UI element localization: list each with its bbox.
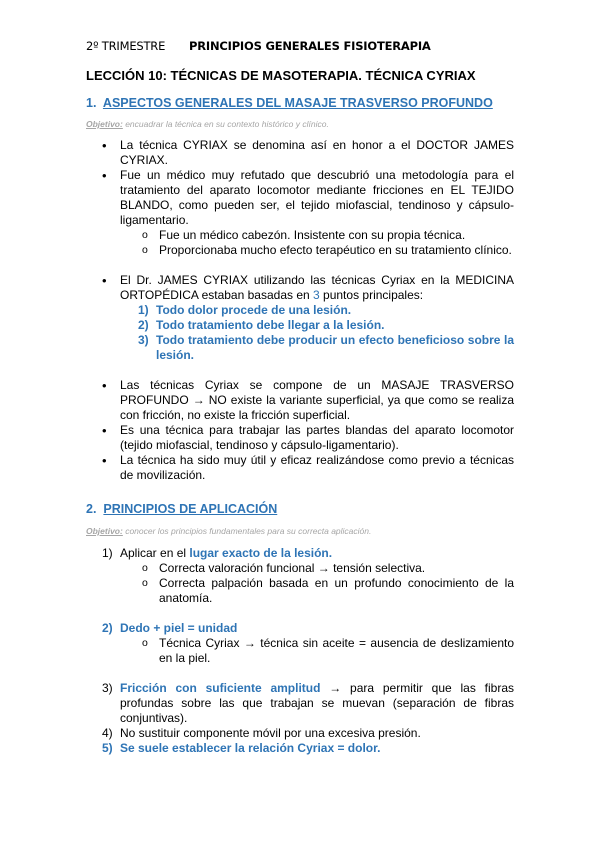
bullet-soft-tissue: • Es una técnica para trabajar las partes blandas del aparato locomotor (tejido miofascial, tendinoso y cápsulo-ligamentario). xyxy=(86,423,514,453)
application-item-1 xyxy=(86,546,514,561)
bullet3-text-b: puntos principales: xyxy=(319,288,424,302)
item4-text: No sustituir componente móvil por una excesiva presión. xyxy=(120,726,421,740)
principle-2-number: 2) xyxy=(138,318,149,332)
section1-objective xyxy=(86,119,329,129)
sub-bullet-effect: o Proporcionaba mucho efecto terapéutico en su tratamiento clínico. xyxy=(86,243,514,258)
bullet-mobilization: • La técnica ha sido muy útil y eficaz realizándose como previo a técnicas de movilización. xyxy=(86,453,514,483)
bullet-cyriax-name: • La técnica CYRIAX se denomina así en honor a el DOCTOR JAMES CYRIAX. xyxy=(86,138,514,168)
lesson-title: LECCIÓN 10: TÉCNICAS DE MASOTERAPIA. TÉCNICA CYRIAX xyxy=(86,68,476,83)
header-subject: PRINCIPIOS GENERALES FISIOTERAPIA xyxy=(189,39,431,53)
section2-objective xyxy=(86,526,371,536)
item2-number: 2) xyxy=(102,621,113,635)
sub-bullet-stubborn: o Fue un médico cabezón. Insistente con su propia técnica. xyxy=(86,228,514,243)
objective-text: conocer los principios fundamentales para su correcta aplicación. xyxy=(122,526,372,536)
item1-sub-1: o Correcta valoración funcional → tensión selectiva. xyxy=(86,561,514,576)
section1-body xyxy=(86,138,514,483)
item3-text-b: → para permitir que las fibras profundas sobre las que trabajan se muevan (separación de fibras conjuntivas). xyxy=(120,681,514,725)
application-item-4 xyxy=(86,726,514,741)
principle-1 xyxy=(86,303,514,318)
item3-text-a: Fricción con suficiente amplitud xyxy=(120,681,321,695)
section1-title: ASPECTOS GENERALES DEL MASAJE TRASVERSO PROFUNDO xyxy=(102,96,493,110)
header-term: 2º TRIMESTRE xyxy=(86,39,166,53)
item2-sub-1: o Técnica Cyriax → técnica sin aceite = ausencia de deslizamiento en la piel. xyxy=(86,636,514,666)
principle-1-number: 1) xyxy=(138,303,149,317)
item3-number: 3) xyxy=(102,681,113,695)
bullet-methodology: • Fue un médico muy refutado que descubrió una metodología para el tratamiento del aparato locomotor mediante fricciones en EL TEJIDO BLANDO, como pueden ser, el tejido miofascial, tendinoso y cápsulo-ligamentario. xyxy=(86,168,514,228)
section2-body xyxy=(86,546,514,756)
principle-3-number: 3) xyxy=(138,333,149,347)
item4-number: 4) xyxy=(102,726,113,740)
item1-sub-2: o Correcta palpación basada en un profundo conocimiento de la anatomía. xyxy=(86,576,514,606)
section2-heading xyxy=(86,502,277,516)
item1-text-a: Aplicar en el xyxy=(120,546,190,560)
item2-text: Dedo + piel = unidad xyxy=(120,621,238,635)
section1-heading xyxy=(86,96,493,110)
principle-2-text: Todo tratamiento debe llegar a la lesión. xyxy=(156,318,385,332)
section2-title: PRINCIPIOS DE APLICACIÓN xyxy=(103,502,278,516)
objective-label: Objetivo: xyxy=(86,119,123,129)
bullet3-number: 3 xyxy=(313,288,320,302)
principle-3 xyxy=(86,333,514,363)
bullet-deep-massage: • Las técnicas Cyriax se compone de un MASAJE TRASVERSO PROFUNDO → NO existe la variante superficial, ya que como se realiza con fricción, no existe la fricción superficial. xyxy=(86,378,514,423)
principle-1-text: Todo dolor procede de una lesión. xyxy=(156,303,352,317)
bullet-orthopedic xyxy=(86,273,514,303)
application-item-5 xyxy=(86,741,514,756)
principle-2 xyxy=(86,318,514,333)
section2-number: 2. xyxy=(86,502,97,516)
item5-text: Se suele establecer la relación Cyriax = dolor. xyxy=(120,741,381,755)
application-item-3 xyxy=(86,681,514,726)
objective-text: encuadrar la técnica en su contexto histórico y clínico. xyxy=(122,119,329,129)
item1-number: 1) xyxy=(102,546,113,560)
item5-number: 5) xyxy=(102,741,113,755)
item1-text-b: lugar exacto de la lesión. xyxy=(189,546,333,560)
application-item-2 xyxy=(86,621,514,636)
principle-3-text: Todo tratamiento debe producir un efecto beneficioso sobre la lesión. xyxy=(156,333,514,362)
bullet3-text-a: El Dr. JAMES CYRIAX utilizando las técnicas Cyriax en la MEDICINA ORTOPÉDICA estaban basadas en xyxy=(120,273,514,302)
section1-number: 1. xyxy=(86,96,97,110)
objective-label: Objetivo: xyxy=(86,526,123,536)
